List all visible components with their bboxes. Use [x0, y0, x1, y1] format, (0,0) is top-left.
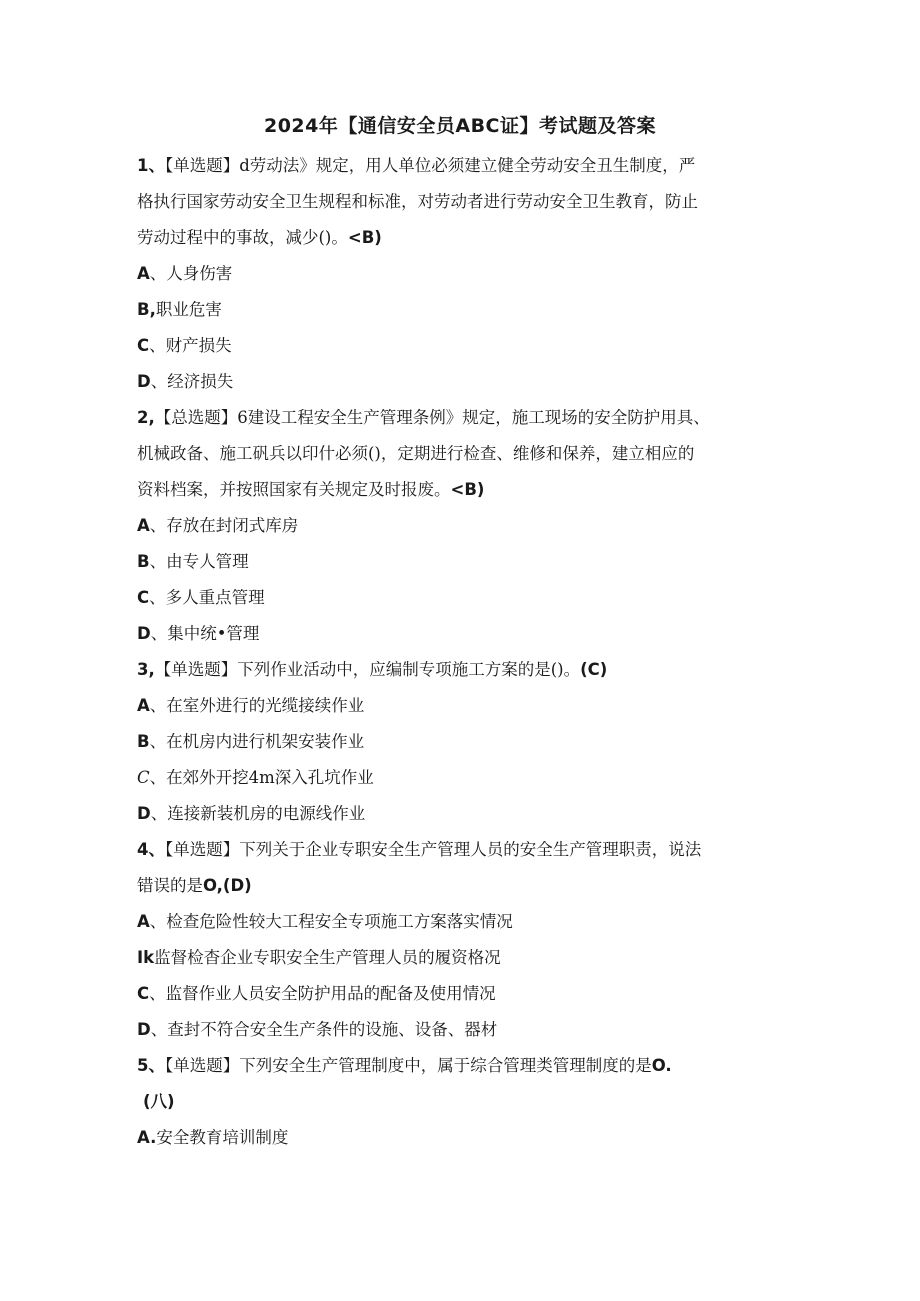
option-text: 安全教育培训制度 — [156, 1128, 289, 1147]
question-answer: O,(D) — [203, 876, 252, 895]
question-stem-line — [137, 1084, 797, 1120]
option-letter: D — [137, 624, 151, 643]
question-text: 资料档案，并按照国家有关规定及时报废。 — [137, 480, 451, 499]
question-text: 格执行国家劳动安全卫生规程和标准，对劳动者进行劳动安全卫生教育，防止 — [137, 192, 698, 211]
option-letter: C — [137, 588, 150, 607]
option-separator: 、 — [150, 1020, 168, 1039]
question-answer: <B) — [450, 480, 485, 499]
option-text: 财产损失 — [165, 336, 232, 355]
question-answer: O. — [651, 1056, 672, 1075]
option-a — [137, 904, 797, 940]
option-letter: C — [137, 984, 150, 1003]
option-text: 连接新装机房的电源线作业 — [167, 804, 366, 823]
option-text: 在机房内进行机架安装作业 — [166, 732, 365, 751]
question-stem-line — [137, 832, 797, 868]
option-separator: 、 — [149, 768, 167, 787]
option-letter: A. — [137, 1128, 157, 1147]
question-3 — [137, 652, 797, 832]
option-letter: B — [137, 552, 150, 571]
option-text: 多人重点管理 — [165, 588, 265, 607]
option-text: 监督作业人员安全防护用品的配备及使用情况 — [165, 984, 496, 1003]
option-b — [137, 940, 797, 976]
question-stem-line — [137, 652, 797, 688]
option-d — [137, 616, 797, 652]
option-text: 存放在封闭式库房 — [166, 516, 299, 535]
question-text: 【单选题】d劳动法》规定，用人单位必须建立健全劳动安全丑生制度，严 — [164, 156, 696, 175]
option-letter: D — [137, 1020, 151, 1039]
option-separator: 、 — [149, 588, 166, 607]
question-5 — [137, 1048, 797, 1156]
option-text: 在郊外开挖4m深入孔坑作业 — [166, 768, 374, 787]
question-number: 1、 — [137, 156, 165, 175]
option-d — [137, 1012, 797, 1048]
option-separator: 、 — [150, 624, 168, 643]
question-1 — [137, 148, 797, 400]
option-a — [137, 1120, 797, 1156]
question-stem-line — [137, 400, 797, 436]
question-answer: <B) — [347, 228, 382, 247]
option-c — [137, 328, 797, 364]
option-letter: Ik — [137, 948, 155, 967]
question-number: 4、 — [137, 840, 165, 859]
question-2 — [137, 400, 797, 652]
question-text: 机械政备、施工矾兵以印什必须()，定期进行检查、维修和保养，建立相应的 — [137, 444, 695, 463]
option-letter: C — [137, 336, 150, 355]
question-text: 错误的是 — [137, 876, 203, 895]
option-separator: 、 — [149, 984, 166, 1003]
question-stem-line — [137, 436, 797, 472]
question-number: 5、 — [137, 1056, 165, 1075]
option-separator: 、 — [149, 696, 167, 715]
option-separator: 、 — [150, 372, 168, 391]
question-list — [137, 148, 797, 1156]
question-stem-line — [137, 148, 797, 184]
option-text: 在室外进行的光缆接续作业 — [166, 696, 365, 715]
option-a — [137, 688, 797, 724]
option-letter: C — [137, 768, 150, 787]
option-letter: D — [137, 804, 151, 823]
question-answer: (C) — [580, 660, 608, 679]
option-a — [137, 508, 797, 544]
question-stem-line — [137, 220, 797, 256]
option-text: 人身伤害 — [166, 264, 233, 283]
option-letter: A — [137, 516, 150, 535]
option-d — [137, 364, 797, 400]
option-separator: 、 — [149, 336, 166, 355]
option-separator: 、 — [149, 516, 167, 535]
option-text: 检查危险性较大工程安全专项施工方案落实情况 — [166, 912, 513, 931]
option-letter: A — [137, 696, 150, 715]
document-title: 2024年【通信安全员ABC证】考试题及答案 — [263, 115, 656, 137]
question-answer-2: (八) — [143, 1092, 175, 1111]
option-text: 由专人管理 — [166, 552, 249, 571]
question-text: 【单选题】下列关于企业专职安全生产管理人员的安全生产管理职责，说法 — [164, 840, 702, 859]
question-number: 3, — [137, 660, 155, 679]
option-c — [137, 580, 797, 616]
question-text: 【总选题】6建设工程安全生产管理条例》规定，施工现场的安全防护用具、 — [154, 408, 710, 427]
option-text: 查封不符合安全生产条件的设施、设备、器材 — [167, 1020, 498, 1039]
option-text: 职业危害 — [155, 300, 222, 319]
option-letter: A — [137, 912, 150, 931]
option-text: 经济损失 — [167, 372, 234, 391]
question-stem-line — [137, 868, 797, 904]
question-number: 2, — [137, 408, 155, 427]
option-c — [137, 760, 797, 796]
option-letter: D — [137, 372, 151, 391]
question-stem-line — [137, 472, 797, 508]
option-c — [137, 976, 797, 1012]
question-stem-line — [137, 184, 797, 220]
question-text: 【单选题】下列安全生产管理制度中，属于综合管理类管理制度的是 — [164, 1056, 652, 1075]
option-b — [137, 724, 797, 760]
question-stem-line — [137, 1048, 797, 1084]
option-d — [137, 796, 797, 832]
option-separator: 、 — [149, 912, 167, 931]
question-4 — [137, 832, 797, 1048]
question-text: 劳动过程中的事故，减少()。 — [137, 228, 348, 247]
option-letter: A — [137, 264, 150, 283]
option-b — [137, 292, 797, 328]
question-text: 【单选题】下列作业活动中，应编制专项施工方案的是()。 — [154, 660, 581, 679]
option-b — [137, 544, 797, 580]
option-separator: 、 — [149, 264, 167, 283]
option-letter: B — [137, 732, 150, 751]
option-separator: 、 — [149, 732, 167, 751]
option-text: 集中统•管理 — [167, 624, 260, 643]
option-text: 监督检杳企业专职安全生产管理人员的履资格况 — [154, 948, 501, 967]
option-separator: 、 — [150, 804, 168, 823]
option-letter: B, — [137, 300, 156, 319]
option-a — [137, 256, 797, 292]
option-separator: 、 — [149, 552, 167, 571]
